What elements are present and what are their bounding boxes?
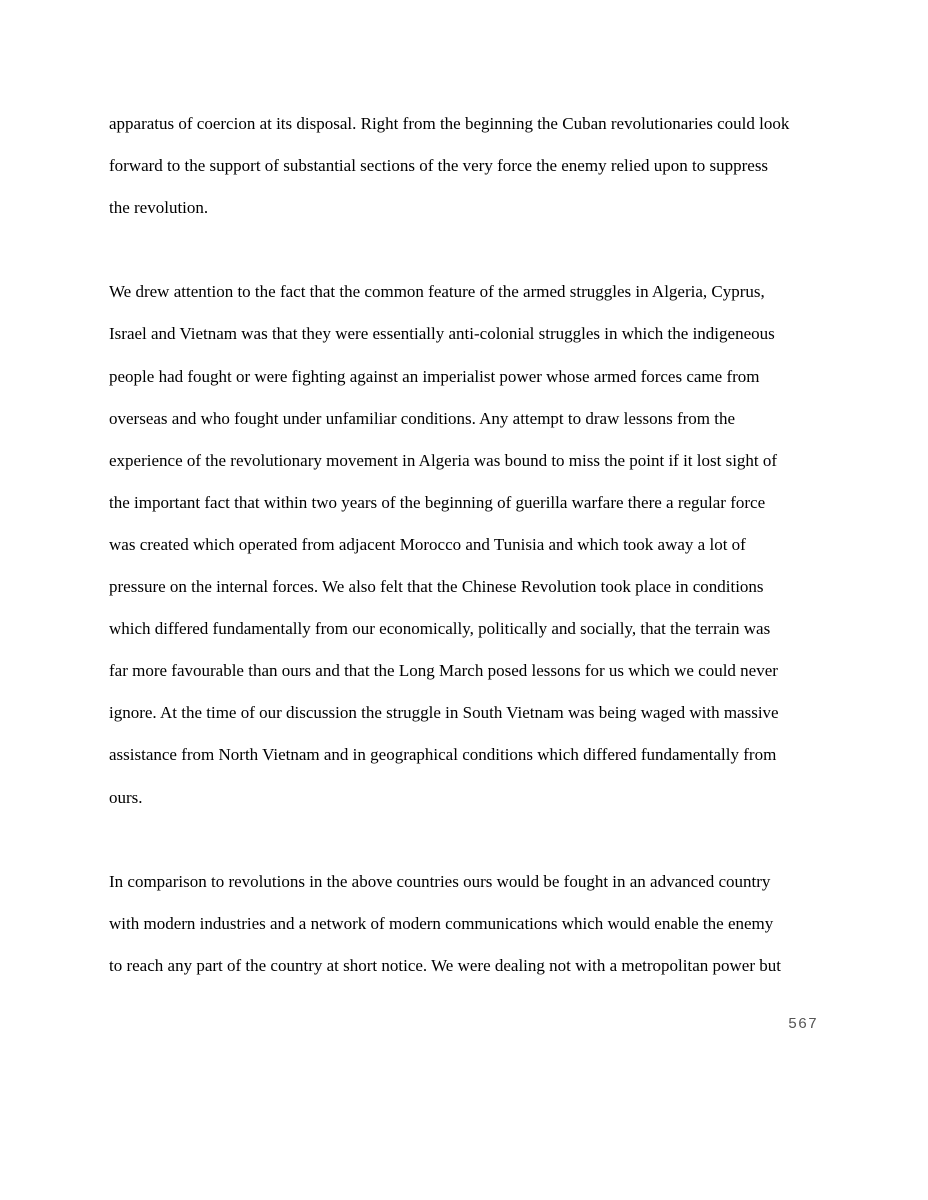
body-text (109, 103, 829, 987)
text-line: forward to the support of substantial sections of the very force the enemy relied upon to suppress (109, 156, 769, 176)
text-line: far more favourable than ours and that the Long March posed lessons for us which we could never (109, 661, 778, 681)
paragraph-2 (109, 271, 829, 818)
text-line: pressure on the internal forces. We also felt that the Chinese Revolution took place in conditions (109, 577, 764, 597)
paragraph-spacer (109, 819, 829, 861)
text-line: with modern industries and a network of modern communications which would enable the enemy (109, 913, 774, 933)
page-number: 567 (787, 1016, 818, 1033)
text-line: In comparison to revolutions in the above countries ours would be fought in an advanced country (109, 871, 771, 891)
paragraph-1 (109, 103, 829, 229)
text-line: We drew attention to the fact that the common feature of the armed struggles in Algeria, Cyprus, (109, 282, 765, 302)
paragraph-spacer (109, 229, 829, 271)
text-line: the important fact that within two years of the beginning of guerilla warfare there a regular force (109, 492, 766, 512)
text-line: was created which operated from adjacent Morocco and Tunisia and which took away a lot of (109, 534, 746, 554)
text-line: which differed fundamentally from our economically, politically and socially, that the terrain was (109, 619, 771, 639)
text-line: overseas and who fought under unfamiliar conditions. Any attempt to draw lessons from the (109, 408, 736, 428)
text-line: ours. (109, 787, 143, 807)
text-line: people had fought or were fighting against an imperialist power whose armed forces came from (109, 366, 760, 386)
text-line: Israel and Vietnam was that they were essentially anti-colonial struggles in which the indigeneous (109, 324, 775, 344)
text-line: ignore. At the time of our discussion the struggle in South Vietnam was being waged with massive (109, 703, 779, 723)
text-line: to reach any part of the country at short notice. We were dealing not with a metropolitan power but (109, 955, 781, 975)
text-line: experience of the revolutionary movement in Algeria was bound to miss the point if it lost sight of (109, 450, 778, 470)
text-line: the revolution. (109, 198, 209, 218)
paragraph-3 (109, 861, 829, 987)
text-line: assistance from North Vietnam and in geographical conditions which differed fundamentally from (109, 745, 777, 765)
text-line: apparatus of coercion at its disposal. Right from the beginning the Cuban revolutionaries could look (109, 114, 790, 133)
